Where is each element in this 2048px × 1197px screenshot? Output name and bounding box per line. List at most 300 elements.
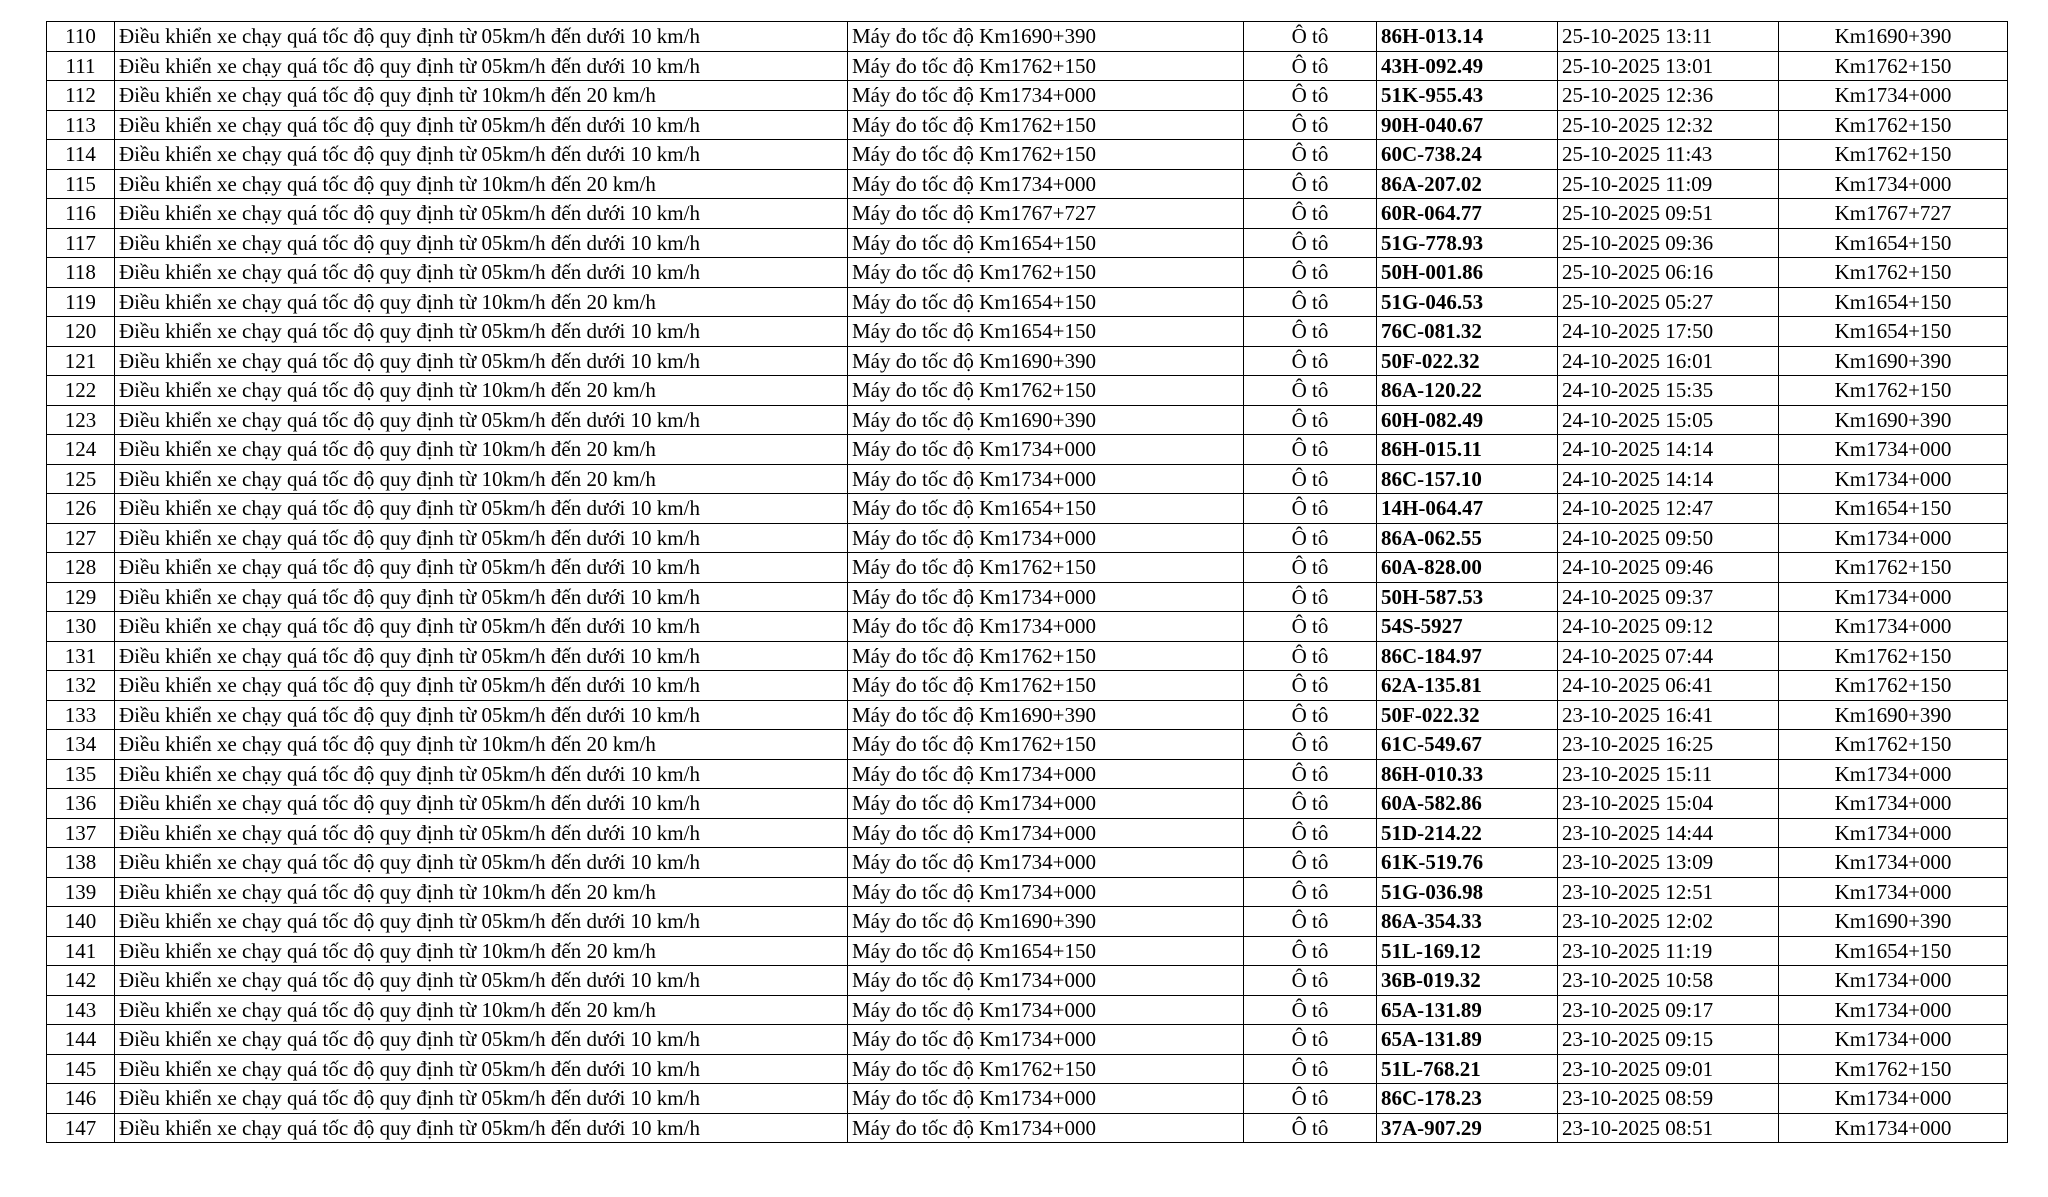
violation-description-cell: Điều khiển xe chạy quá tốc độ quy định từ 05km/h đến dưới 10 km/h: [115, 582, 848, 612]
license-plate-cell: 60R-064.77: [1377, 199, 1558, 229]
vehicle-type-cell: Ô tô: [1244, 494, 1377, 524]
violation-location-cell: Km1734+000: [1779, 1084, 2008, 1114]
violation-description-cell: Điều khiển xe chạy quá tốc độ quy định từ 05km/h đến dưới 10 km/h: [115, 818, 848, 848]
detection-device-cell: Máy đo tốc độ Km1762+150: [848, 553, 1244, 583]
violation-description-cell: Điều khiển xe chạy quá tốc độ quy định từ 05km/h đến dưới 10 km/h: [115, 789, 848, 819]
violation-description-cell: Điều khiển xe chạy quá tốc độ quy định từ 05km/h đến dưới 10 km/h: [115, 641, 848, 671]
violation-description-cell: Điều khiển xe chạy quá tốc độ quy định từ 05km/h đến dưới 10 km/h: [115, 317, 848, 347]
row-number-cell: 123: [47, 405, 115, 435]
table-row: [47, 877, 2008, 907]
license-plate-cell: 65A-131.89: [1377, 1025, 1558, 1055]
detection-device-cell: Máy đo tốc độ Km1734+000: [848, 464, 1244, 494]
violation-location-cell: Km1690+390: [1779, 405, 2008, 435]
violation-location-cell: Km1767+727: [1779, 199, 2008, 229]
detection-device-cell: Máy đo tốc độ Km1762+150: [848, 671, 1244, 701]
vehicle-type-cell: Ô tô: [1244, 81, 1377, 111]
row-number-cell: 146: [47, 1084, 115, 1114]
license-plate-cell: 86H-013.14: [1377, 22, 1558, 52]
violation-description-cell: Điều khiển xe chạy quá tốc độ quy định từ 10km/h đến 20 km/h: [115, 376, 848, 406]
vehicle-type-cell: Ô tô: [1244, 671, 1377, 701]
license-plate-cell: 60H-082.49: [1377, 405, 1558, 435]
table-row: [47, 346, 2008, 376]
vehicle-type-cell: Ô tô: [1244, 523, 1377, 553]
violation-time-cell: 23-10-2025 08:51: [1558, 1113, 1779, 1143]
violation-description-cell: Điều khiển xe chạy quá tốc độ quy định từ 05km/h đến dưới 10 km/h: [115, 1054, 848, 1084]
vehicle-type-cell: Ô tô: [1244, 317, 1377, 347]
row-number-cell: 129: [47, 582, 115, 612]
license-plate-cell: 51D-214.22: [1377, 818, 1558, 848]
detection-device-cell: Máy đo tốc độ Km1762+150: [848, 258, 1244, 288]
license-plate-cell: 86C-157.10: [1377, 464, 1558, 494]
row-number-cell: 121: [47, 346, 115, 376]
violation-time-cell: 23-10-2025 14:44: [1558, 818, 1779, 848]
detection-device-cell: Máy đo tốc độ Km1734+000: [848, 995, 1244, 1025]
detection-device-cell: Máy đo tốc độ Km1734+000: [848, 523, 1244, 553]
violation-time-cell: 25-10-2025 09:36: [1558, 228, 1779, 258]
table-row: [47, 966, 2008, 996]
table-row: [47, 376, 2008, 406]
violation-description-cell: Điều khiển xe chạy quá tốc độ quy định từ 05km/h đến dưới 10 km/h: [115, 110, 848, 140]
violation-description-cell: Điều khiển xe chạy quá tốc độ quy định từ 05km/h đến dưới 10 km/h: [115, 494, 848, 524]
vehicle-type-cell: Ô tô: [1244, 553, 1377, 583]
violation-description-cell: Điều khiển xe chạy quá tốc độ quy định từ 10km/h đến 20 km/h: [115, 936, 848, 966]
row-number-cell: 137: [47, 818, 115, 848]
violation-description-cell: Điều khiển xe chạy quá tốc độ quy định từ 05km/h đến dưới 10 km/h: [115, 1084, 848, 1114]
vehicle-type-cell: Ô tô: [1244, 464, 1377, 494]
table-row: [47, 612, 2008, 642]
license-plate-cell: 37A-907.29: [1377, 1113, 1558, 1143]
vehicle-type-cell: Ô tô: [1244, 405, 1377, 435]
violation-time-cell: 25-10-2025 05:27: [1558, 287, 1779, 317]
license-plate-cell: 90H-040.67: [1377, 110, 1558, 140]
vehicle-type-cell: Ô tô: [1244, 995, 1377, 1025]
violation-time-cell: 24-10-2025 09:12: [1558, 612, 1779, 642]
detection-device-cell: Máy đo tốc độ Km1690+390: [848, 405, 1244, 435]
violation-location-cell: Km1762+150: [1779, 51, 2008, 81]
violation-time-cell: 24-10-2025 12:47: [1558, 494, 1779, 524]
license-plate-cell: 51L-768.21: [1377, 1054, 1558, 1084]
license-plate-cell: 36B-019.32: [1377, 966, 1558, 996]
violation-time-cell: 24-10-2025 09:46: [1558, 553, 1779, 583]
table-row: [47, 1113, 2008, 1143]
table-row: [47, 228, 2008, 258]
violation-description-cell: Điều khiển xe chạy quá tốc độ quy định từ 05km/h đến dưới 10 km/h: [115, 907, 848, 937]
violation-description-cell: Điều khiển xe chạy quá tốc độ quy định từ 10km/h đến 20 km/h: [115, 877, 848, 907]
row-number-cell: 124: [47, 435, 115, 465]
license-plate-cell: 62A-135.81: [1377, 671, 1558, 701]
license-plate-cell: 86C-184.97: [1377, 641, 1558, 671]
detection-device-cell: Máy đo tốc độ Km1734+000: [848, 759, 1244, 789]
violation-description-cell: Điều khiển xe chạy quá tốc độ quy định từ 05km/h đến dưới 10 km/h: [115, 553, 848, 583]
row-number-cell: 120: [47, 317, 115, 347]
violation-time-cell: 25-10-2025 09:51: [1558, 199, 1779, 229]
table-row: [47, 789, 2008, 819]
violation-time-cell: 25-10-2025 11:09: [1558, 169, 1779, 199]
violation-time-cell: 24-10-2025 15:35: [1558, 376, 1779, 406]
detection-device-cell: Máy đo tốc độ Km1690+390: [848, 22, 1244, 52]
detection-device-cell: Máy đo tốc độ Km1654+150: [848, 317, 1244, 347]
row-number-cell: 135: [47, 759, 115, 789]
vehicle-type-cell: Ô tô: [1244, 51, 1377, 81]
detection-device-cell: Máy đo tốc độ Km1762+150: [848, 140, 1244, 170]
violations-table-body: [47, 22, 2008, 1143]
table-row: [47, 405, 2008, 435]
detection-device-cell: Máy đo tốc độ Km1734+000: [848, 1084, 1244, 1114]
license-plate-cell: 65A-131.89: [1377, 995, 1558, 1025]
detection-device-cell: Máy đo tốc độ Km1734+000: [848, 435, 1244, 465]
table-row: [47, 730, 2008, 760]
detection-device-cell: Máy đo tốc độ Km1734+000: [848, 966, 1244, 996]
violation-location-cell: Km1734+000: [1779, 1113, 2008, 1143]
violation-time-cell: 25-10-2025 12:36: [1558, 81, 1779, 111]
vehicle-type-cell: Ô tô: [1244, 848, 1377, 878]
row-number-cell: 117: [47, 228, 115, 258]
violation-location-cell: Km1734+000: [1779, 612, 2008, 642]
table-row: [47, 1054, 2008, 1084]
vehicle-type-cell: Ô tô: [1244, 228, 1377, 258]
row-number-cell: 144: [47, 1025, 115, 1055]
violation-location-cell: Km1654+150: [1779, 936, 2008, 966]
violation-location-cell: Km1690+390: [1779, 907, 2008, 937]
violation-location-cell: Km1734+000: [1779, 81, 2008, 111]
row-number-cell: 122: [47, 376, 115, 406]
violation-location-cell: Km1762+150: [1779, 671, 2008, 701]
detection-device-cell: Máy đo tốc độ Km1734+000: [848, 81, 1244, 111]
violation-description-cell: Điều khiển xe chạy quá tốc độ quy định từ 05km/h đến dưới 10 km/h: [115, 523, 848, 553]
violation-location-cell: Km1762+150: [1779, 140, 2008, 170]
violation-description-cell: Điều khiển xe chạy quá tốc độ quy định từ 10km/h đến 20 km/h: [115, 435, 848, 465]
vehicle-type-cell: Ô tô: [1244, 612, 1377, 642]
row-number-cell: 112: [47, 81, 115, 111]
violation-time-cell: 24-10-2025 15:05: [1558, 405, 1779, 435]
violation-time-cell: 23-10-2025 16:25: [1558, 730, 1779, 760]
violation-location-cell: Km1690+390: [1779, 700, 2008, 730]
violation-description-cell: Điều khiển xe chạy quá tốc độ quy định từ 05km/h đến dưới 10 km/h: [115, 612, 848, 642]
table-row: [47, 81, 2008, 111]
violation-time-cell: 25-10-2025 11:43: [1558, 140, 1779, 170]
detection-device-cell: Máy đo tốc độ Km1734+000: [848, 789, 1244, 819]
violation-description-cell: Điều khiển xe chạy quá tốc độ quy định từ 05km/h đến dưới 10 km/h: [115, 1025, 848, 1055]
vehicle-type-cell: Ô tô: [1244, 936, 1377, 966]
violation-location-cell: Km1690+390: [1779, 22, 2008, 52]
detection-device-cell: Máy đo tốc độ Km1654+150: [848, 494, 1244, 524]
vehicle-type-cell: Ô tô: [1244, 199, 1377, 229]
detection-device-cell: Máy đo tốc độ Km1767+727: [848, 199, 1244, 229]
violation-time-cell: 23-10-2025 13:09: [1558, 848, 1779, 878]
license-plate-cell: 60A-828.00: [1377, 553, 1558, 583]
detection-device-cell: Máy đo tốc độ Km1690+390: [848, 346, 1244, 376]
violation-description-cell: Điều khiển xe chạy quá tốc độ quy định từ 10km/h đến 20 km/h: [115, 81, 848, 111]
license-plate-cell: 60C-738.24: [1377, 140, 1558, 170]
violation-description-cell: Điều khiển xe chạy quá tốc độ quy định từ 05km/h đến dưới 10 km/h: [115, 346, 848, 376]
row-number-cell: 127: [47, 523, 115, 553]
row-number-cell: 115: [47, 169, 115, 199]
row-number-cell: 118: [47, 258, 115, 288]
violation-location-cell: Km1762+150: [1779, 641, 2008, 671]
vehicle-type-cell: Ô tô: [1244, 789, 1377, 819]
violation-time-cell: 24-10-2025 09:50: [1558, 523, 1779, 553]
vehicle-type-cell: Ô tô: [1244, 287, 1377, 317]
vehicle-type-cell: Ô tô: [1244, 1025, 1377, 1055]
violation-time-cell: 25-10-2025 12:32: [1558, 110, 1779, 140]
detection-device-cell: Máy đo tốc độ Km1654+150: [848, 936, 1244, 966]
license-plate-cell: 86A-120.22: [1377, 376, 1558, 406]
violations-table: [46, 21, 2008, 1143]
table-row: [47, 700, 2008, 730]
table-row: [47, 671, 2008, 701]
license-plate-cell: 86A-207.02: [1377, 169, 1558, 199]
violation-description-cell: Điều khiển xe chạy quá tốc độ quy định từ 05km/h đến dưới 10 km/h: [115, 700, 848, 730]
table-row: [47, 995, 2008, 1025]
row-number-cell: 116: [47, 199, 115, 229]
row-number-cell: 142: [47, 966, 115, 996]
license-plate-cell: 14H-064.47: [1377, 494, 1558, 524]
license-plate-cell: 61K-519.76: [1377, 848, 1558, 878]
violation-description-cell: Điều khiển xe chạy quá tốc độ quy định từ 05km/h đến dưới 10 km/h: [115, 199, 848, 229]
violation-time-cell: 23-10-2025 09:15: [1558, 1025, 1779, 1055]
violation-location-cell: Km1690+390: [1779, 346, 2008, 376]
violation-location-cell: Km1734+000: [1779, 523, 2008, 553]
row-number-cell: 132: [47, 671, 115, 701]
detection-device-cell: Máy đo tốc độ Km1734+000: [848, 818, 1244, 848]
violation-location-cell: Km1734+000: [1779, 848, 2008, 878]
vehicle-type-cell: Ô tô: [1244, 759, 1377, 789]
vehicle-type-cell: Ô tô: [1244, 435, 1377, 465]
row-number-cell: 128: [47, 553, 115, 583]
violation-description-cell: Điều khiển xe chạy quá tốc độ quy định từ 10km/h đến 20 km/h: [115, 287, 848, 317]
vehicle-type-cell: Ô tô: [1244, 258, 1377, 288]
violation-time-cell: 25-10-2025 06:16: [1558, 258, 1779, 288]
license-plate-cell: 50H-001.86: [1377, 258, 1558, 288]
license-plate-cell: 60A-582.86: [1377, 789, 1558, 819]
license-plate-cell: 86C-178.23: [1377, 1084, 1558, 1114]
vehicle-type-cell: Ô tô: [1244, 22, 1377, 52]
row-number-cell: 111: [47, 51, 115, 81]
vehicle-type-cell: Ô tô: [1244, 700, 1377, 730]
detection-device-cell: Máy đo tốc độ Km1734+000: [848, 169, 1244, 199]
row-number-cell: 145: [47, 1054, 115, 1084]
detection-device-cell: Máy đo tốc độ Km1762+150: [848, 730, 1244, 760]
row-number-cell: 139: [47, 877, 115, 907]
detection-device-cell: Máy đo tốc độ Km1762+150: [848, 376, 1244, 406]
violation-time-cell: 24-10-2025 16:01: [1558, 346, 1779, 376]
table-row: [47, 523, 2008, 553]
license-plate-cell: 76C-081.32: [1377, 317, 1558, 347]
license-plate-cell: 50F-022.32: [1377, 346, 1558, 376]
license-plate-cell: 51L-169.12: [1377, 936, 1558, 966]
violation-location-cell: Km1734+000: [1779, 759, 2008, 789]
violation-location-cell: Km1734+000: [1779, 966, 2008, 996]
row-number-cell: 125: [47, 464, 115, 494]
table-row: [47, 1025, 2008, 1055]
table-row: [47, 848, 2008, 878]
vehicle-type-cell: Ô tô: [1244, 140, 1377, 170]
detection-device-cell: Máy đo tốc độ Km1762+150: [848, 1054, 1244, 1084]
violation-description-cell: Điều khiển xe chạy quá tốc độ quy định từ 10km/h đến 20 km/h: [115, 730, 848, 760]
license-plate-cell: 54S-5927: [1377, 612, 1558, 642]
violation-time-cell: 23-10-2025 15:04: [1558, 789, 1779, 819]
row-number-cell: 119: [47, 287, 115, 317]
license-plate-cell: 50H-587.53: [1377, 582, 1558, 612]
table-row: [47, 140, 2008, 170]
vehicle-type-cell: Ô tô: [1244, 169, 1377, 199]
detection-device-cell: Máy đo tốc độ Km1690+390: [848, 907, 1244, 937]
violation-description-cell: Điều khiển xe chạy quá tốc độ quy định từ 10km/h đến 20 km/h: [115, 995, 848, 1025]
row-number-cell: 138: [47, 848, 115, 878]
violation-description-cell: Điều khiển xe chạy quá tốc độ quy định từ 05km/h đến dưới 10 km/h: [115, 258, 848, 288]
table-row: [47, 22, 2008, 52]
table-row: [47, 759, 2008, 789]
vehicle-type-cell: Ô tô: [1244, 907, 1377, 937]
violation-description-cell: Điều khiển xe chạy quá tốc độ quy định từ 05km/h đến dưới 10 km/h: [115, 140, 848, 170]
violation-time-cell: 23-10-2025 16:41: [1558, 700, 1779, 730]
table-row: [47, 169, 2008, 199]
table-row: [47, 110, 2008, 140]
table-row: [47, 936, 2008, 966]
violation-location-cell: Km1762+150: [1779, 258, 2008, 288]
violation-time-cell: 24-10-2025 14:14: [1558, 435, 1779, 465]
violation-time-cell: 25-10-2025 13:01: [1558, 51, 1779, 81]
row-number-cell: 134: [47, 730, 115, 760]
license-plate-cell: 43H-092.49: [1377, 51, 1558, 81]
violation-description-cell: Điều khiển xe chạy quá tốc độ quy định từ 05km/h đến dưới 10 km/h: [115, 51, 848, 81]
license-plate-cell: 86H-010.33: [1377, 759, 1558, 789]
violation-location-cell: Km1734+000: [1779, 169, 2008, 199]
violation-location-cell: Km1734+000: [1779, 818, 2008, 848]
violation-description-cell: Điều khiển xe chạy quá tốc độ quy định từ 05km/h đến dưới 10 km/h: [115, 966, 848, 996]
violation-time-cell: 23-10-2025 08:59: [1558, 1084, 1779, 1114]
license-plate-cell: 86H-015.11: [1377, 435, 1558, 465]
license-plate-cell: 51G-778.93: [1377, 228, 1558, 258]
violation-time-cell: 24-10-2025 06:41: [1558, 671, 1779, 701]
license-plate-cell: 50F-022.32: [1377, 700, 1558, 730]
detection-device-cell: Máy đo tốc độ Km1654+150: [848, 228, 1244, 258]
detection-device-cell: Máy đo tốc độ Km1734+000: [848, 877, 1244, 907]
violation-location-cell: Km1762+150: [1779, 376, 2008, 406]
vehicle-type-cell: Ô tô: [1244, 1084, 1377, 1114]
violation-description-cell: Điều khiển xe chạy quá tốc độ quy định từ 05km/h đến dưới 10 km/h: [115, 759, 848, 789]
table-row: [47, 641, 2008, 671]
row-number-cell: 140: [47, 907, 115, 937]
vehicle-type-cell: Ô tô: [1244, 966, 1377, 996]
violation-location-cell: Km1762+150: [1779, 553, 2008, 583]
table-row: [47, 317, 2008, 347]
violation-time-cell: 23-10-2025 09:01: [1558, 1054, 1779, 1084]
row-number-cell: 147: [47, 1113, 115, 1143]
license-plate-cell: 86A-062.55: [1377, 523, 1558, 553]
row-number-cell: 141: [47, 936, 115, 966]
violation-location-cell: Km1734+000: [1779, 877, 2008, 907]
detection-device-cell: Máy đo tốc độ Km1762+150: [848, 51, 1244, 81]
violation-location-cell: Km1734+000: [1779, 1025, 2008, 1055]
violation-time-cell: 23-10-2025 10:58: [1558, 966, 1779, 996]
violation-description-cell: Điều khiển xe chạy quá tốc độ quy định từ 05km/h đến dưới 10 km/h: [115, 671, 848, 701]
vehicle-type-cell: Ô tô: [1244, 641, 1377, 671]
violation-time-cell: 24-10-2025 14:14: [1558, 464, 1779, 494]
table-row: [47, 435, 2008, 465]
violation-time-cell: 24-10-2025 07:44: [1558, 641, 1779, 671]
violation-location-cell: Km1734+000: [1779, 435, 2008, 465]
license-plate-cell: 51G-046.53: [1377, 287, 1558, 317]
violation-time-cell: 23-10-2025 11:19: [1558, 936, 1779, 966]
table-row: [47, 582, 2008, 612]
table-row: [47, 258, 2008, 288]
violation-location-cell: Km1734+000: [1779, 582, 2008, 612]
violation-location-cell: Km1762+150: [1779, 1054, 2008, 1084]
row-number-cell: 130: [47, 612, 115, 642]
violation-location-cell: Km1654+150: [1779, 494, 2008, 524]
vehicle-type-cell: Ô tô: [1244, 1054, 1377, 1084]
license-plate-cell: 51K-955.43: [1377, 81, 1558, 111]
violation-time-cell: 23-10-2025 12:51: [1558, 877, 1779, 907]
detection-device-cell: Máy đo tốc độ Km1734+000: [848, 1025, 1244, 1055]
violation-time-cell: 23-10-2025 09:17: [1558, 995, 1779, 1025]
detection-device-cell: Máy đo tốc độ Km1690+390: [848, 700, 1244, 730]
violation-description-cell: Điều khiển xe chạy quá tốc độ quy định từ 05km/h đến dưới 10 km/h: [115, 22, 848, 52]
table-row: [47, 287, 2008, 317]
row-number-cell: 126: [47, 494, 115, 524]
detection-device-cell: Máy đo tốc độ Km1734+000: [848, 612, 1244, 642]
vehicle-type-cell: Ô tô: [1244, 877, 1377, 907]
vehicle-type-cell: Ô tô: [1244, 818, 1377, 848]
detection-device-cell: Máy đo tốc độ Km1734+000: [848, 582, 1244, 612]
row-number-cell: 136: [47, 789, 115, 819]
table-row: [47, 51, 2008, 81]
vehicle-type-cell: Ô tô: [1244, 582, 1377, 612]
table-row: [47, 464, 2008, 494]
violation-description-cell: Điều khiển xe chạy quá tốc độ quy định từ 10km/h đến 20 km/h: [115, 464, 848, 494]
violation-location-cell: Km1734+000: [1779, 789, 2008, 819]
violation-description-cell: Điều khiển xe chạy quá tốc độ quy định từ 10km/h đến 20 km/h: [115, 169, 848, 199]
violation-time-cell: 23-10-2025 12:02: [1558, 907, 1779, 937]
violation-time-cell: 24-10-2025 17:50: [1558, 317, 1779, 347]
violation-time-cell: 24-10-2025 09:37: [1558, 582, 1779, 612]
vehicle-type-cell: Ô tô: [1244, 1113, 1377, 1143]
license-plate-cell: 51G-036.98: [1377, 877, 1558, 907]
violation-location-cell: Km1762+150: [1779, 110, 2008, 140]
violation-location-cell: Km1734+000: [1779, 995, 2008, 1025]
violation-location-cell: Km1654+150: [1779, 317, 2008, 347]
license-plate-cell: 61C-549.67: [1377, 730, 1558, 760]
table-row: [47, 818, 2008, 848]
violation-time-cell: 25-10-2025 13:11: [1558, 22, 1779, 52]
table-row: [47, 907, 2008, 937]
table-row: [47, 199, 2008, 229]
violation-description-cell: Điều khiển xe chạy quá tốc độ quy định từ 05km/h đến dưới 10 km/h: [115, 848, 848, 878]
table-row: [47, 494, 2008, 524]
license-plate-cell: 86A-354.33: [1377, 907, 1558, 937]
table-row: [47, 553, 2008, 583]
vehicle-type-cell: Ô tô: [1244, 346, 1377, 376]
detection-device-cell: Máy đo tốc độ Km1654+150: [848, 287, 1244, 317]
row-number-cell: 114: [47, 140, 115, 170]
detection-device-cell: Máy đo tốc độ Km1762+150: [848, 641, 1244, 671]
row-number-cell: 113: [47, 110, 115, 140]
violation-location-cell: Km1654+150: [1779, 287, 2008, 317]
detection-device-cell: Máy đo tốc độ Km1734+000: [848, 1113, 1244, 1143]
violation-location-cell: Km1762+150: [1779, 730, 2008, 760]
detection-device-cell: Máy đo tốc độ Km1762+150: [848, 110, 1244, 140]
row-number-cell: 133: [47, 700, 115, 730]
violation-description-cell: Điều khiển xe chạy quá tốc độ quy định từ 05km/h đến dưới 10 km/h: [115, 1113, 848, 1143]
violation-time-cell: 23-10-2025 15:11: [1558, 759, 1779, 789]
violation-location-cell: Km1734+000: [1779, 464, 2008, 494]
row-number-cell: 143: [47, 995, 115, 1025]
violation-description-cell: Điều khiển xe chạy quá tốc độ quy định từ 05km/h đến dưới 10 km/h: [115, 228, 848, 258]
detection-device-cell: Máy đo tốc độ Km1734+000: [848, 848, 1244, 878]
violation-description-cell: Điều khiển xe chạy quá tốc độ quy định từ 05km/h đến dưới 10 km/h: [115, 405, 848, 435]
vehicle-type-cell: Ô tô: [1244, 730, 1377, 760]
